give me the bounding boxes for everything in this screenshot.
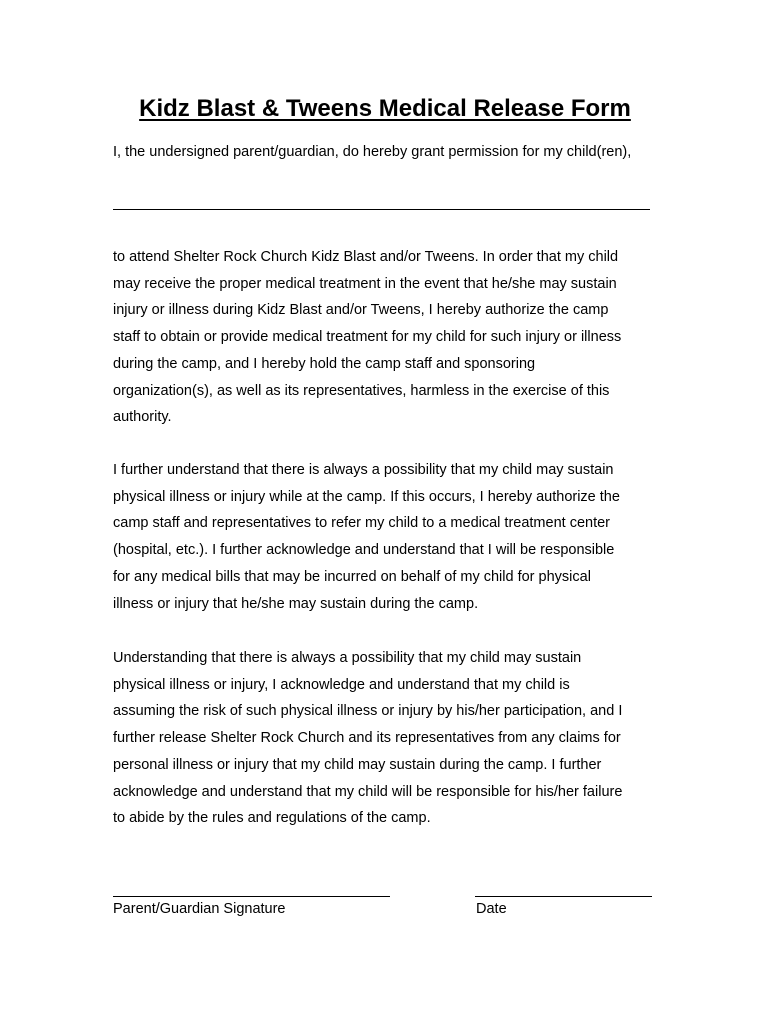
paragraph-line: physical illness or injury while at the camp. If this occurs, I hereby authorize the (113, 488, 620, 505)
paragraph-line: personal illness or injury that my child may sustain during the camp. I further (113, 756, 602, 773)
paragraph-attendance-authorization (113, 244, 658, 431)
paragraph-line: for any medical bills that may be incurred on behalf of my child for physical (113, 568, 591, 585)
paragraph-line: Understanding that there is always a possibility that my child may sustain (113, 650, 582, 666)
paragraph-line: organization(s), as well as its representatives, harmless in the exercise of this (113, 382, 610, 399)
paragraph-medical-bills (113, 457, 658, 617)
paragraph-line: to attend Shelter Rock Church Kidz Blast and/or Tweens. In order that my child (113, 249, 619, 265)
date-label: Date (476, 901, 507, 917)
paragraph-line: authority. (113, 409, 172, 426)
paragraph-line: during the camp, and I hereby hold the camp staff and sponsoring (113, 355, 536, 372)
intro-text: I, the undersigned parent/guardian, do hereby grant permission for my child(ren), (113, 144, 632, 160)
signature-field-line[interactable] (113, 896, 390, 897)
paragraph-line: further release Shelter Rock Church and its representatives from any claims for (113, 730, 621, 747)
paragraph-line: injury or illness during Kidz Blast and/or Tweens, I hereby authorize the camp (113, 302, 609, 319)
paragraph-release-of-claims (113, 645, 658, 832)
paragraph-line: staff to obtain or provide medical treatment for my child for such injury or illness (113, 329, 622, 346)
paragraph-line: to abide by the rules and regulations of the camp. (113, 810, 431, 827)
paragraph-line: may receive the proper medical treatment in the event that he/she may sustain (113, 275, 617, 292)
paragraph-line: acknowledge and understand that my child will be responsible for his/her failure (113, 783, 623, 800)
date-field-line[interactable] (475, 896, 652, 897)
paragraph-line: illness or injury that he/she may sustain during the camp. (113, 595, 479, 612)
signature-label: Parent/Guardian Signature (113, 901, 286, 917)
child-name-field-line[interactable] (113, 209, 650, 210)
paragraph-line: (hospital, etc.). I further acknowledge and understand that I will be responsible (113, 542, 615, 559)
paragraph-line: physical illness or injury, I acknowledge and understand that my child is (113, 676, 570, 693)
paragraph-line: camp staff and representatives to refer my child to a medical treatment center (113, 515, 610, 532)
paragraph-line: I further understand that there is always a possibility that my child may sustain (113, 462, 614, 478)
form-title: Kidz Blast & Tweens Medical Release Form (139, 95, 631, 122)
paragraph-line: assuming the risk of such physical illness or injury by his/her participation, and I (113, 703, 623, 720)
